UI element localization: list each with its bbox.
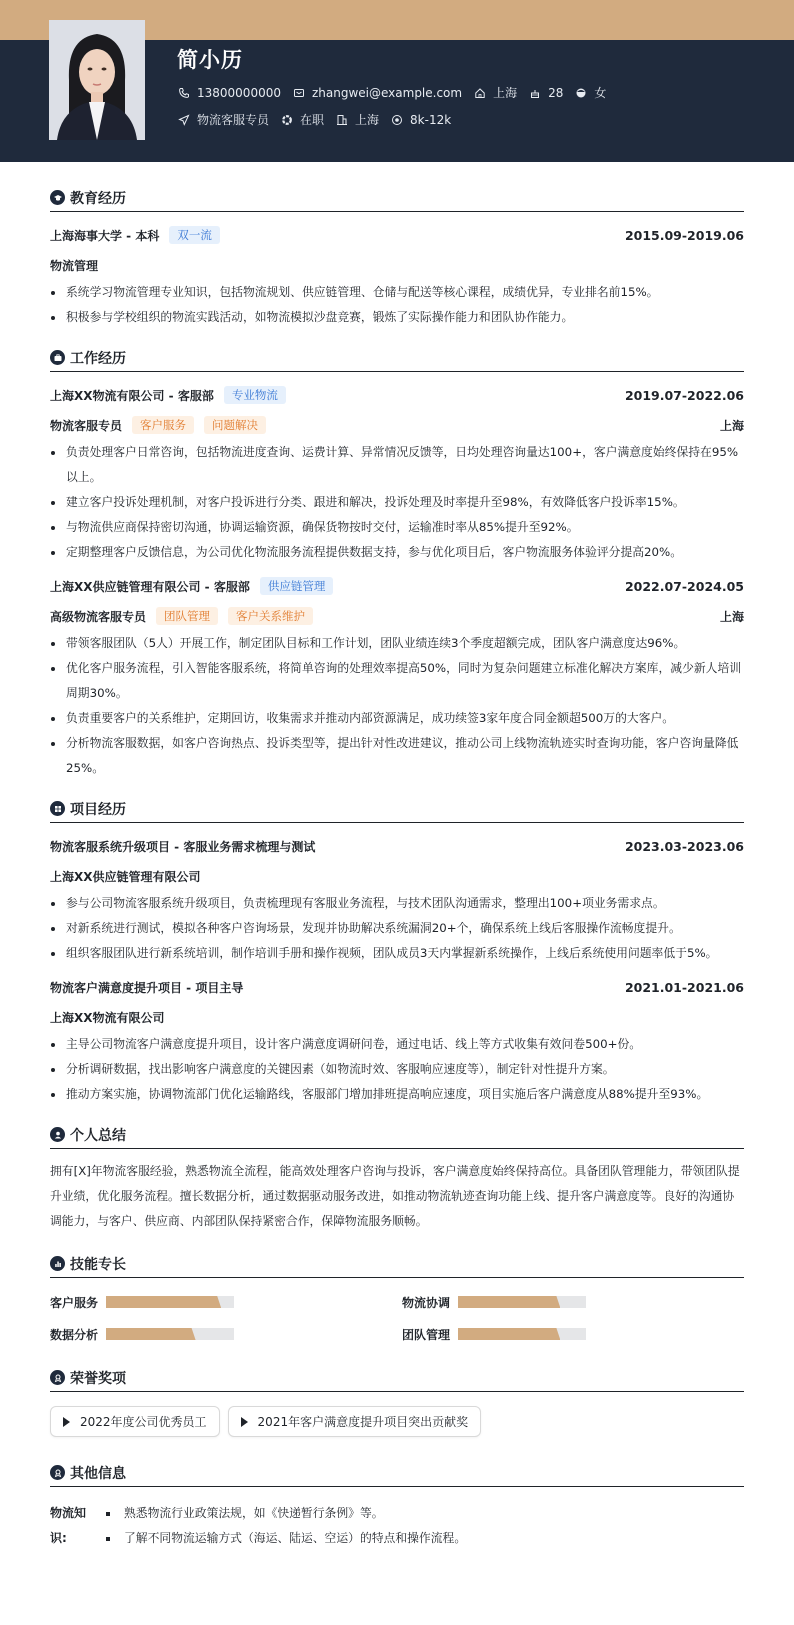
skills-grid <box>50 1286 744 1356</box>
work-location: 上海 <box>719 609 744 624</box>
salary-icon <box>391 114 403 126</box>
contact-gender: 女 <box>575 84 606 101</box>
section-header: 个人总结 <box>50 1113 744 1149</box>
mail-icon <box>293 87 305 99</box>
role-tag: 客户关系维护 <box>228 607 313 625</box>
education-entry <box>50 220 744 330</box>
skill-bar <box>458 1296 586 1308</box>
role-tag: 团队管理 <box>156 607 218 625</box>
briefcase-icon <box>50 350 65 365</box>
section-header: 工作经历 <box>50 336 744 372</box>
phone-icon <box>178 87 190 99</box>
list-item: 定期整理客户反馈信息，为公司优化物流服务流程提供数据支持，参与优化项目后，客户物流服务体验评分提高20%。 <box>50 540 744 565</box>
project-name: 物流客服系统升级项目 - 客服业务需求梳理与测试 <box>50 839 316 854</box>
contact-phone: 13800000000 <box>178 86 281 100</box>
project-entry <box>50 831 744 966</box>
award-chip: 2022年度公司优秀员工 <box>50 1406 220 1437</box>
cake-icon <box>529 87 541 99</box>
status-icon <box>281 114 293 126</box>
education-date: 2015.09-2019.06 <box>624 227 744 243</box>
list-item: 建立客户投诉处理机制，对客户投诉进行分类、跟进和解决，投诉处理及时率提升至98%，有效降低客户投诉率15%。 <box>50 490 744 515</box>
awards-section <box>50 1356 744 1451</box>
job-city: 上海 <box>336 111 379 128</box>
other-info-row <box>50 1495 744 1551</box>
list-item: 对新系统进行测试，模拟各种客户咨询场景，发现并协助解决系统漏洞20+个，确保系统上线后客服操作流畅度提升。 <box>50 916 744 941</box>
role-tag: 客户服务 <box>132 416 194 434</box>
candidate-name: 简小历 <box>177 48 243 72</box>
education-bullets <box>50 280 744 330</box>
job-salary: 8k-12k <box>391 113 451 127</box>
projects-section <box>50 787 744 1107</box>
list-item: 参与公司物流客服系统升级项目，负责梳理现有客服业务流程，与技术团队沟通需求，整理出100+项业务需求点。 <box>50 891 744 916</box>
contact-age: 28 <box>529 86 563 100</box>
other-list <box>102 1501 466 1551</box>
list-item: 与物流供应商保持密切沟通，协调运输资源，确保货物按时交付，运输准时率从85%提升至92%。 <box>50 515 744 540</box>
section-header: 教育经历 <box>50 176 744 212</box>
award-chip: 2021年客户满意度提升项目突出贡献奖 <box>228 1406 482 1437</box>
skill-bar <box>106 1328 234 1340</box>
work-bullets <box>50 631 744 781</box>
section-header: 项目经历 <box>50 787 744 823</box>
skill-item: 客户服务 <box>50 1292 402 1312</box>
skill-bar-fill <box>106 1328 196 1340</box>
list-item: 了解不同物流运输方式（海运、陆运、空运）的特点和操作流程。 <box>102 1526 466 1551</box>
project-bullets <box>50 1032 744 1107</box>
send-icon <box>178 114 190 126</box>
avatar <box>49 20 145 140</box>
company-tag: 专业物流 <box>224 386 286 404</box>
list-item: 熟悉物流行业政策法规，如《快递暂行条例》等。 <box>102 1501 466 1526</box>
skill-bar-fill <box>458 1296 560 1308</box>
list-item: 积极参与学校组织的物流实践活动，如物流模拟沙盘竞赛，锻炼了实际操作能力和团队协作能力。 <box>50 305 744 330</box>
section-header: 技能专长 <box>50 1242 744 1278</box>
section-header: 荣誉奖项 <box>50 1356 744 1392</box>
list-item: 带领客服团队（5人）开展工作，制定团队目标和工作计划，团队业绩连续3个季度超额完成，团队客户满意度达96%。 <box>50 631 744 656</box>
job-status: 在职 <box>281 111 324 128</box>
skill-bar-fill <box>458 1328 560 1340</box>
skills-section <box>50 1242 744 1356</box>
skill-bar <box>106 1296 234 1308</box>
summary-text: 拥有[X]年物流客服经验，熟悉物流全流程，能高效处理客户咨询与投诉，客户满意度始终保持高位。具备团队管理能力，带领团队提升业绩，优化服务流程。擅长数据分析，通过数据驱动服务改进，如推动物流轨迹查询功能上线、提升客户满意度等。良好的沟通协调能力，与客户、供应商、内部团队保持紧密合作，保障物流服务顺畅。 <box>50 1164 740 1228</box>
role-tag: 问题解决 <box>204 416 266 434</box>
job-row <box>178 111 463 128</box>
contact-city: 上海 <box>474 84 517 101</box>
grid-icon <box>50 801 65 816</box>
list-item: 系统学习物流管理专业知识，包括物流规划、供应链管理、仓储与配送等核心课程，成绩优异，专业排名前15%。 <box>50 280 744 305</box>
job-role: 高级物流客服专员 <box>50 609 147 624</box>
other-label: 物流知识: <box>50 1506 87 1545</box>
project-bullets <box>50 891 744 966</box>
project-name: 物流客户满意度提升项目 - 项目主导 <box>50 980 244 995</box>
contact-row <box>178 84 618 101</box>
bar-chart-icon <box>50 1256 65 1271</box>
graduation-cap-icon <box>50 190 65 205</box>
skill-bar <box>458 1328 586 1340</box>
skill-item: 团队管理 <box>402 1324 754 1344</box>
list-item: 优化客户服务流程，引入智能客服系统，将简单咨询的处理效率提高50%，同时为复杂问题建立标准化解决方案库，减少新人培训周期30%。 <box>50 656 744 706</box>
work-location: 上海 <box>719 418 744 433</box>
school-name: 上海海事大学 - 本科 <box>50 228 160 243</box>
project-date: 2021.01-2021.06 <box>624 979 744 995</box>
job-role: 物流客服专员 <box>50 418 123 433</box>
other-section <box>50 1451 744 1551</box>
awards-list <box>50 1400 744 1451</box>
project-company: 上海XX物流有限公司 <box>50 1010 165 1025</box>
company-name: 上海XX供应链管理有限公司 - 客服部 <box>50 579 250 594</box>
play-triangle-icon <box>63 1417 70 1427</box>
skill-item: 数据分析 <box>50 1324 402 1344</box>
profile-header <box>0 40 794 162</box>
building-icon <box>336 114 348 126</box>
skill-item: 物流协调 <box>402 1292 754 1312</box>
resume-body <box>0 162 794 1551</box>
gender-icon <box>575 87 587 99</box>
summary-section <box>50 1113 744 1234</box>
list-item: 分析物流客服数据，如客户咨询热点、投诉类型等，提出针对性改进建议，推动公司上线物流轨迹实时查询功能，客户咨询量降低25%。 <box>50 731 744 781</box>
list-item: 负责处理客户日常咨询，包括物流进度查询、运费计算、异常情况反馈等，日均处理咨询量达100+，客户满意度始终保持在95%以上。 <box>50 440 744 490</box>
work-entry <box>50 380 744 565</box>
contact-email: zhangwei@example.com <box>293 86 462 100</box>
list-item: 分析调研数据，找出影响客户满意度的关键因素（如物流时效、客服响应速度等），制定针对性提升方案。 <box>50 1057 744 1082</box>
user-icon <box>50 1127 65 1142</box>
work-entry <box>50 571 744 781</box>
section-header: 其他信息 <box>50 1451 744 1487</box>
list-item: 推动方案实施，协调物流部门优化运输路线，客服部门增加排班提高响应速度，项目实施后客户满意度从88%提升至93%。 <box>50 1082 744 1107</box>
education-section <box>50 176 744 330</box>
info-badge-icon <box>50 1465 65 1480</box>
school-tag: 双一流 <box>169 226 220 244</box>
skill-bar-fill <box>106 1296 221 1308</box>
company-tag: 供应链管理 <box>260 577 334 595</box>
work-bullets <box>50 440 744 565</box>
company-name: 上海XX物流有限公司 - 客服部 <box>50 388 214 403</box>
list-item: 负责重要客户的关系维护，定期回访，收集需求并推动内部资源满足，成功续签3家年度合同金额超500万的大客户。 <box>50 706 744 731</box>
award-icon <box>50 1370 65 1385</box>
home-icon <box>474 87 486 99</box>
project-company: 上海XX供应链管理有限公司 <box>50 869 201 884</box>
work-section <box>50 336 744 781</box>
list-item: 组织客服团队进行新系统培训，制作培训手册和操作视频，团队成员3天内掌握新系统操作，上线后系统使用问题率低于5%。 <box>50 941 744 966</box>
project-entry <box>50 972 744 1107</box>
project-date: 2023.03-2023.06 <box>624 838 744 854</box>
play-triangle-icon <box>241 1417 248 1427</box>
job-target: 物流客服专员 <box>178 111 269 128</box>
major: 物流管理 <box>50 258 99 273</box>
work-date: 2022.07-2024.05 <box>624 578 744 594</box>
list-item: 主导公司物流客户满意度提升项目，设计客户满意度调研问卷，通过电话、线上等方式收集有效问卷500+份。 <box>50 1032 744 1057</box>
work-date: 2019.07-2022.06 <box>624 387 744 403</box>
